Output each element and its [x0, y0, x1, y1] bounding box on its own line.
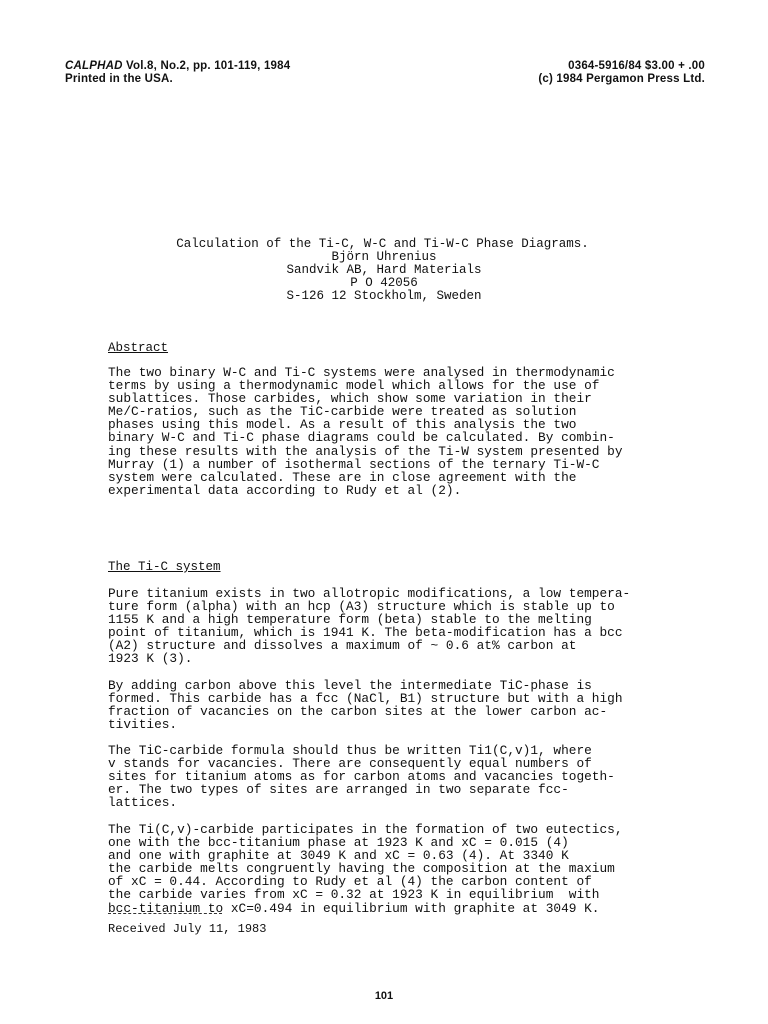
text-line: (A2) structure and dissolves a maximum of ~ 0.6 at% carbon at: [108, 638, 577, 654]
city: S-126 12 Stockholm, Sweden: [286, 289, 482, 303]
footnote-rule: [108, 913, 222, 914]
header-left: [65, 60, 290, 86]
abstract-line: experimental data according to Rudy et al (2).: [108, 482, 462, 498]
copyright: (c) 1984 Pergamon Press Ltd.: [538, 73, 705, 85]
text-line: sites for titanium atoms as for carbon atoms and vacancies togeth-: [108, 769, 615, 785]
abstract-line: binary W-C and Ti-C phase diagrams could be calculated. By combin-: [108, 430, 615, 446]
tic-paragraph-2: [108, 679, 668, 731]
affiliation: Sandvik AB, Hard Materials: [286, 263, 482, 277]
po-box: P O 42056: [350, 276, 418, 290]
abstract-line: terms by using a thermodynamic model which allows for the use of: [108, 378, 600, 394]
text-line: and one with graphite at 3049 K and xC = 0.63 (4). At 3340 K: [108, 848, 569, 864]
text-line: v stands for vacancies. There are consequently equal numbers of: [108, 756, 592, 772]
text-line: 1923 K (3).: [108, 651, 193, 667]
citation-line: [65, 60, 290, 73]
abstract-heading: Abstract: [108, 341, 169, 355]
text-line: formed. This carbide has a fcc (NaCl, B1) structure but with a high: [108, 691, 623, 707]
abstract-body: [108, 366, 668, 497]
text-line: ture form (alpha) with an hcp (A3) structure which is stable up to: [108, 599, 615, 615]
volume-info: Vol.8, No.2, pp. 101-119, 1984: [122, 60, 291, 72]
text-line: Pure titanium exists in two allotropic modifications, a low tempera-: [108, 586, 631, 601]
paper-title: Calculation of the Ti-C, W-C and Ti-W-C Phase Diagrams.: [176, 237, 589, 251]
text-line: bcc-titanium to xC=0.494 in equilibrium with graphite at 3049 K.: [108, 900, 600, 916]
tic-paragraph-4: [108, 823, 668, 915]
text-line: point of titanium, which is 1941 K. The beta-modification has a bcc: [108, 625, 623, 641]
issn-price: 0364-5916/84 $3.00 + .00: [568, 60, 705, 72]
abstract-line: The two binary W-C and Ti-C systems were analysed in thermodynamic: [108, 365, 615, 380]
text-line: tivities.: [108, 717, 178, 733]
abstract-line: ing these results with the analysis of the Ti-W system presented by: [108, 443, 623, 459]
text-line: er. The two types of sites are arranged in two separate fcc-: [108, 782, 569, 798]
text-line: fraction of vacancies on the carbon sites at the lower carbon ac-: [108, 704, 608, 720]
abstract-line: Murray (1) a number of isothermal sections of the ternary Ti-W-C: [108, 456, 600, 472]
text-line: By adding carbon above this level the intermediate TiC-phase is: [108, 678, 592, 693]
header-right: [538, 60, 705, 86]
author: Björn Uhrenius: [331, 250, 437, 264]
tic-paragraph-1: [108, 587, 668, 666]
printed-location: Printed in the USA.: [65, 73, 173, 85]
abstract-line: system were calculated. These are in close agreement with the: [108, 469, 577, 485]
abstract-line: phases using this model. As a result of this analysis the two: [108, 417, 577, 433]
journal-name: CALPHAD: [65, 60, 123, 72]
text-line: the carbide melts congruently having the composition at the maxium: [108, 861, 615, 877]
title-block: [0, 238, 768, 303]
text-line: 1155 K and a high temperature form (beta) stable to the melting: [108, 612, 592, 628]
text-line: the carbide varies from xC = 0.32 at 1923 K in equilibrium with: [108, 887, 600, 903]
tic-section-heading: The Ti-C system: [108, 560, 221, 574]
text-line: The TiC-carbide formula should thus be written Ti1(C,v)1, where: [108, 743, 592, 758]
tic-paragraph-3: [108, 744, 668, 809]
abstract-line: Me/C-ratios, such as the TiC-carbide were treated as solution: [108, 404, 577, 420]
text-line: lattices.: [108, 795, 178, 811]
text-line: The Ti(C,v)-carbide participates in the formation of two eutectics,: [108, 822, 623, 837]
received-date: Received July 11, 1983: [108, 922, 267, 936]
text-line: one with the bcc-titanium phase at 1923 K and xC = 0.015 (4): [108, 835, 569, 851]
text-line: of xC = 0.44. According to Rudy et al (4) the carbon content of: [108, 874, 592, 890]
abstract-line: sublattices. Those carbides, which show some variation in their: [108, 391, 592, 407]
page-number: 101: [374, 990, 394, 1002]
